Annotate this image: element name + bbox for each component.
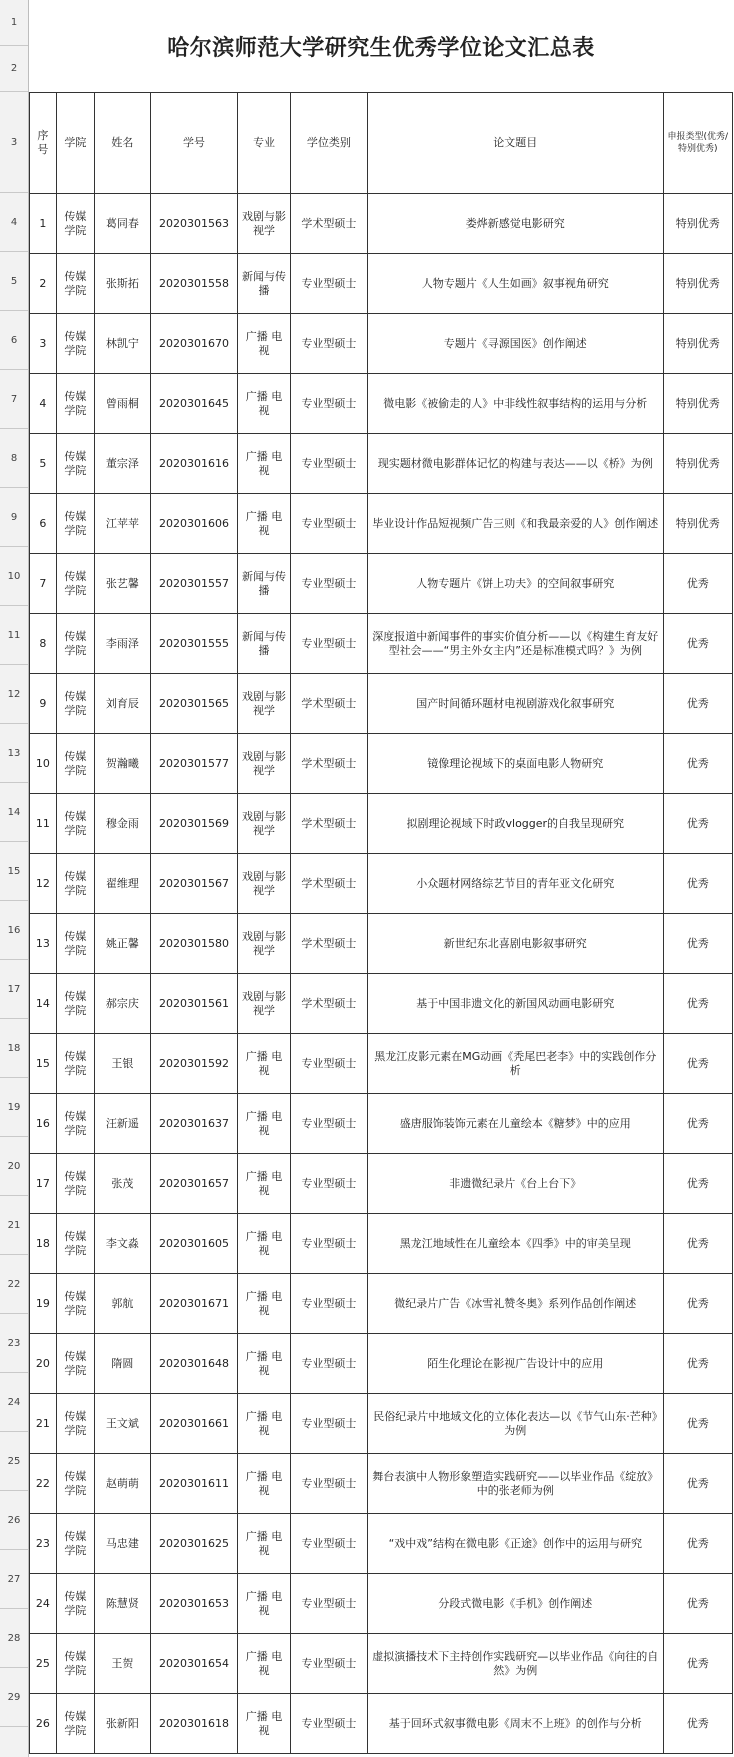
row-number[interactable]: 26 (0, 1491, 28, 1550)
college-cell[interactable]: 传媒学院 (56, 554, 94, 614)
row-number[interactable]: 17 (0, 960, 28, 1019)
major-cell[interactable]: 广播 电视 (238, 1094, 291, 1154)
college-cell[interactable]: 传媒学院 (56, 854, 94, 914)
application-type-cell[interactable]: 特别优秀 (663, 254, 732, 314)
student-id-cell[interactable]: 2020301592 (150, 1034, 237, 1094)
seq-cell[interactable]: 6 (30, 494, 57, 554)
row-number[interactable]: 19 (0, 1078, 28, 1137)
row-number[interactable]: 2 (0, 46, 28, 92)
seq-cell[interactable]: 17 (30, 1154, 57, 1214)
table-row (30, 854, 733, 914)
seq-cell[interactable]: 9 (30, 674, 57, 734)
table-row (30, 1634, 733, 1694)
seq-cell[interactable]: 5 (30, 434, 57, 494)
row-number[interactable]: 4 (0, 193, 28, 252)
seq-cell[interactable]: 21 (30, 1394, 57, 1454)
degree-cell[interactable]: 专业型硕士 (290, 1574, 367, 1634)
row-number[interactable]: 1 (0, 0, 28, 46)
application-type-cell[interactable]: 特别优秀 (663, 374, 732, 434)
name-cell[interactable]: 贺瀚曦 (94, 734, 150, 794)
row-number[interactable]: 5 (0, 252, 28, 311)
table-row (30, 494, 733, 554)
thesis-title-cell[interactable]: 小众题材网络综艺节目的青年亚文化研究 (368, 854, 664, 914)
row-number[interactable]: 24 (0, 1373, 28, 1432)
header-student-id[interactable]: 学号 (150, 93, 237, 194)
student-id-cell[interactable]: 2020301565 (150, 674, 237, 734)
major-cell[interactable]: 广播 电视 (238, 1634, 291, 1694)
student-id-cell[interactable]: 2020301657 (150, 1154, 237, 1214)
application-type-cell[interactable]: 优秀 (663, 734, 732, 794)
degree-cell[interactable]: 学术型硕士 (290, 734, 367, 794)
table-row (30, 374, 733, 434)
college-cell[interactable]: 传媒学院 (56, 1274, 94, 1334)
table-row (30, 314, 733, 374)
table-row (30, 434, 733, 494)
application-type-cell[interactable]: 优秀 (663, 1394, 732, 1454)
application-type-cell[interactable]: 特别优秀 (663, 314, 732, 374)
college-cell[interactable]: 传媒学院 (56, 1094, 94, 1154)
application-type-cell[interactable]: 优秀 (663, 674, 732, 734)
name-cell[interactable]: 赵萌萌 (94, 1454, 150, 1514)
title-cell[interactable] (29, 0, 733, 93)
table-row (30, 1514, 733, 1574)
student-id-cell[interactable]: 2020301637 (150, 1094, 237, 1154)
student-id-cell[interactable]: 2020301618 (150, 1694, 237, 1754)
degree-cell[interactable]: 专业型硕士 (290, 614, 367, 674)
table-row (30, 974, 733, 1034)
major-cell[interactable]: 新闻与传播 (238, 614, 291, 674)
college-cell[interactable]: 传媒学院 (56, 434, 94, 494)
college-cell[interactable]: 传媒学院 (56, 1154, 94, 1214)
name-cell[interactable]: 江苹苹 (94, 494, 150, 554)
college-cell[interactable]: 传媒学院 (56, 1634, 94, 1694)
header-thesis-title[interactable]: 论文题目 (368, 93, 664, 194)
thesis-table (29, 92, 733, 1754)
seq-cell[interactable]: 1 (30, 194, 57, 254)
row-number[interactable]: 8 (0, 429, 28, 488)
application-type-cell[interactable]: 优秀 (663, 1514, 732, 1574)
college-cell[interactable]: 传媒学院 (56, 1034, 94, 1094)
application-type-cell[interactable]: 优秀 (663, 1094, 732, 1154)
table-row (30, 734, 733, 794)
row-number[interactable]: 25 (0, 1432, 28, 1491)
college-cell[interactable]: 传媒学院 (56, 1214, 94, 1274)
name-cell[interactable]: 郭航 (94, 1274, 150, 1334)
degree-cell[interactable]: 学术型硕士 (290, 674, 367, 734)
seq-cell[interactable]: 7 (30, 554, 57, 614)
name-cell[interactable]: 隋圆 (94, 1334, 150, 1394)
major-cell[interactable]: 新闻与传播 (238, 554, 291, 614)
seq-cell[interactable]: 24 (30, 1574, 57, 1634)
header-major[interactable]: 专业 (238, 93, 291, 194)
college-cell[interactable]: 传媒学院 (56, 794, 94, 854)
college-cell[interactable]: 传媒学院 (56, 314, 94, 374)
thesis-title-cell[interactable]: 现实题材微电影群体记忆的构建与表达——以《桥》为例 (368, 434, 664, 494)
name-cell[interactable]: 王贺 (94, 1634, 150, 1694)
college-cell[interactable]: 传媒学院 (56, 674, 94, 734)
row-number[interactable]: 29 (0, 1668, 28, 1727)
thesis-title-cell[interactable]: 盛唐服饰装饰元素在儿童绘本《糖梦》中的应用 (368, 1094, 664, 1154)
degree-cell[interactable]: 专业型硕士 (290, 1334, 367, 1394)
thesis-title-cell[interactable]: 民俗纪录片中地域文化的立体化表达—以《节气山东·芒种》为例 (368, 1394, 664, 1454)
thesis-title-cell[interactable]: 基于中国非遗文化的新国风动画电影研究 (368, 974, 664, 1034)
degree-cell[interactable]: 专业型硕士 (290, 1394, 367, 1454)
degree-cell[interactable]: 学术型硕士 (290, 794, 367, 854)
student-id-cell[interactable]: 2020301648 (150, 1334, 237, 1394)
row-number[interactable]: 10 (0, 547, 28, 606)
application-type-cell[interactable]: 优秀 (663, 554, 732, 614)
row-number[interactable]: 11 (0, 606, 28, 665)
student-id-cell[interactable]: 2020301555 (150, 614, 237, 674)
name-cell[interactable]: 马忠建 (94, 1514, 150, 1574)
row-number[interactable]: 15 (0, 842, 28, 901)
table-row (30, 614, 733, 674)
degree-cell[interactable]: 学术型硕士 (290, 194, 367, 254)
header-name[interactable]: 姓名 (94, 93, 150, 194)
college-cell[interactable]: 传媒学院 (56, 1394, 94, 1454)
degree-cell[interactable]: 学术型硕士 (290, 974, 367, 1034)
college-cell[interactable]: 传媒学院 (56, 494, 94, 554)
college-cell[interactable]: 传媒学院 (56, 374, 94, 434)
row-number[interactable]: 7 (0, 370, 28, 429)
row-number[interactable]: 18 (0, 1019, 28, 1078)
college-cell[interactable]: 传媒学院 (56, 254, 94, 314)
degree-cell[interactable]: 专业型硕士 (290, 554, 367, 614)
application-type-cell[interactable]: 优秀 (663, 1454, 732, 1514)
degree-cell[interactable]: 专业型硕士 (290, 434, 367, 494)
name-cell[interactable]: 翟维理 (94, 854, 150, 914)
thesis-title-cell[interactable]: 非遗微纪录片《台上台下》 (368, 1154, 664, 1214)
application-type-cell[interactable]: 特别优秀 (663, 434, 732, 494)
degree-cell[interactable]: 专业型硕士 (290, 1634, 367, 1694)
thesis-title-cell[interactable]: 微纪录片广告《冰雪礼赞冬奥》系列作品创作阐述 (368, 1274, 664, 1334)
major-cell[interactable]: 广播 电视 (238, 1034, 291, 1094)
name-cell[interactable]: 葛同春 (94, 194, 150, 254)
student-id-cell[interactable]: 2020301661 (150, 1394, 237, 1454)
table-row (30, 1574, 733, 1634)
student-id-cell[interactable]: 2020301625 (150, 1514, 237, 1574)
application-type-cell[interactable]: 优秀 (663, 914, 732, 974)
table-row (30, 1334, 733, 1394)
name-cell[interactable]: 林凯宁 (94, 314, 150, 374)
student-id-cell[interactable]: 2020301557 (150, 554, 237, 614)
seq-cell[interactable]: 13 (30, 914, 57, 974)
thesis-title-cell[interactable]: 陌生化理论在影视广告设计中的应用 (368, 1334, 664, 1394)
thesis-title-cell[interactable]: “戏中戏”结构在微电影《正途》创作中的运用与研究 (368, 1514, 664, 1574)
degree-cell[interactable]: 专业型硕士 (290, 494, 367, 554)
degree-cell[interactable]: 学术型硕士 (290, 854, 367, 914)
row-number[interactable]: 22 (0, 1255, 28, 1314)
major-cell[interactable]: 新闻与传播 (238, 254, 291, 314)
name-cell[interactable]: 郝宗庆 (94, 974, 150, 1034)
application-type-cell[interactable]: 优秀 (663, 854, 732, 914)
header-application-type[interactable]: 申报类型(优秀/特别优秀) (663, 93, 732, 194)
row-number[interactable]: 13 (0, 724, 28, 783)
header-degree[interactable]: 学位类别 (290, 93, 367, 194)
name-cell[interactable]: 李文淼 (94, 1214, 150, 1274)
degree-cell[interactable]: 专业型硕士 (290, 1514, 367, 1574)
college-cell[interactable]: 传媒学院 (56, 1574, 94, 1634)
row-number[interactable]: 9 (0, 488, 28, 547)
degree-cell[interactable]: 学术型硕士 (290, 914, 367, 974)
name-cell[interactable]: 陈慧贤 (94, 1574, 150, 1634)
seq-cell[interactable]: 10 (30, 734, 57, 794)
row-number[interactable]: 21 (0, 1196, 28, 1255)
table-row (30, 1274, 733, 1334)
seq-cell[interactable]: 8 (30, 614, 57, 674)
thesis-title-cell[interactable]: 专题片《寻源国医》创作阐述 (368, 314, 664, 374)
major-cell[interactable]: 广播 电视 (238, 1334, 291, 1394)
major-cell[interactable]: 广播 电视 (238, 314, 291, 374)
thesis-title-cell[interactable]: 镜像理论视域下的桌面电影人物研究 (368, 734, 664, 794)
application-type-cell[interactable]: 优秀 (663, 974, 732, 1034)
seq-cell[interactable]: 11 (30, 794, 57, 854)
thesis-title-cell[interactable]: 黑龙江皮影元素在MG动画《秃尾巴老李》中的实践创作分析 (368, 1034, 664, 1094)
application-type-cell[interactable]: 优秀 (663, 1634, 732, 1694)
application-type-cell[interactable]: 优秀 (663, 1214, 732, 1274)
seq-cell[interactable]: 3 (30, 314, 57, 374)
college-cell[interactable]: 传媒学院 (56, 1694, 94, 1754)
table-row (30, 1214, 733, 1274)
row-number[interactable]: 6 (0, 311, 28, 370)
table-row (30, 1454, 733, 1514)
name-cell[interactable]: 刘育辰 (94, 674, 150, 734)
name-cell[interactable]: 张新阳 (94, 1694, 150, 1754)
name-cell[interactable]: 汪新遥 (94, 1094, 150, 1154)
student-id-cell[interactable]: 2020301577 (150, 734, 237, 794)
row-number[interactable]: 27 (0, 1550, 28, 1609)
seq-cell[interactable]: 12 (30, 854, 57, 914)
degree-cell[interactable]: 专业型硕士 (290, 1154, 367, 1214)
thesis-title-cell[interactable]: 深度报道中新闻事件的事实价值分析——以《构建生育友好型社会——“男主外女主内”还是标准模式吗？》为例 (368, 614, 664, 674)
major-cell[interactable]: 广播 电视 (238, 1694, 291, 1754)
row-number[interactable]: 23 (0, 1314, 28, 1373)
college-cell[interactable]: 传媒学院 (56, 734, 94, 794)
thesis-title-cell[interactable]: 新世纪东北喜剧电影叙事研究 (368, 914, 664, 974)
degree-cell[interactable]: 专业型硕士 (290, 314, 367, 374)
name-cell[interactable]: 王文斌 (94, 1394, 150, 1454)
name-cell[interactable]: 王银 (94, 1034, 150, 1094)
application-type-cell[interactable]: 优秀 (663, 1334, 732, 1394)
table-row (30, 1694, 733, 1754)
degree-cell[interactable]: 专业型硕士 (290, 374, 367, 434)
seq-cell[interactable]: 2 (30, 254, 57, 314)
row-number[interactable]: 16 (0, 901, 28, 960)
thesis-title-cell[interactable]: 黑龙江地域性在儿童绘本《四季》中的审美呈现 (368, 1214, 664, 1274)
thesis-title-cell[interactable]: 分段式微电影《手机》创作阐述 (368, 1574, 664, 1634)
name-cell[interactable]: 张茂 (94, 1154, 150, 1214)
application-type-cell[interactable]: 特别优秀 (663, 194, 732, 254)
major-cell[interactable]: 广播 电视 (238, 1394, 291, 1454)
student-id-cell[interactable]: 2020301616 (150, 434, 237, 494)
seq-cell[interactable]: 14 (30, 974, 57, 1034)
degree-cell[interactable]: 专业型硕士 (290, 254, 367, 314)
college-cell[interactable]: 传媒学院 (56, 614, 94, 674)
major-cell[interactable]: 广播 电视 (238, 374, 291, 434)
name-cell[interactable]: 张艺馨 (94, 554, 150, 614)
seq-cell[interactable]: 26 (30, 1694, 57, 1754)
college-cell[interactable]: 传媒学院 (56, 914, 94, 974)
major-cell[interactable]: 广播 电视 (238, 1574, 291, 1634)
table-row (30, 254, 733, 314)
student-id-cell[interactable]: 2020301567 (150, 854, 237, 914)
degree-cell[interactable]: 专业型硕士 (290, 1694, 367, 1754)
student-id-cell[interactable]: 2020301569 (150, 794, 237, 854)
college-cell[interactable]: 传媒学院 (56, 194, 94, 254)
thesis-title-cell[interactable]: 舞台表演中人物形象塑造实践研究——以毕业作品《绽放》中的张老师为例 (368, 1454, 664, 1514)
thesis-title-cell[interactable]: 人物专题片《人生如画》叙事视角研究 (368, 254, 664, 314)
thesis-title-cell[interactable]: 娄烨新感觉电影研究 (368, 194, 664, 254)
major-cell[interactable]: 广播 电视 (238, 1454, 291, 1514)
college-cell[interactable]: 传媒学院 (56, 1334, 94, 1394)
thesis-title-cell[interactable]: 虚拟演播技术下主持创作实践研究—以毕业作品《向往的自然》为例 (368, 1634, 664, 1694)
application-type-cell[interactable]: 优秀 (663, 1574, 732, 1634)
seq-cell[interactable]: 4 (30, 374, 57, 434)
seq-cell[interactable]: 22 (30, 1454, 57, 1514)
application-type-cell[interactable]: 优秀 (663, 614, 732, 674)
major-cell[interactable]: 戏剧与影视学 (238, 794, 291, 854)
student-id-cell[interactable]: 2020301561 (150, 974, 237, 1034)
row-number[interactable]: 14 (0, 783, 28, 842)
row-number-column (0, 0, 29, 1757)
application-type-cell[interactable]: 优秀 (663, 1154, 732, 1214)
seq-cell[interactable]: 19 (30, 1274, 57, 1334)
header-seq[interactable]: 序号 (30, 93, 57, 194)
major-cell[interactable]: 戏剧与影视学 (238, 674, 291, 734)
major-cell[interactable]: 戏剧与影视学 (238, 734, 291, 794)
major-cell[interactable]: 广播 电视 (238, 434, 291, 494)
seq-cell[interactable]: 15 (30, 1034, 57, 1094)
major-cell[interactable]: 戏剧与影视学 (238, 914, 291, 974)
student-id-cell[interactable]: 2020301671 (150, 1274, 237, 1334)
student-id-cell[interactable]: 2020301645 (150, 374, 237, 434)
name-cell[interactable]: 曾雨桐 (94, 374, 150, 434)
major-cell[interactable]: 广播 电视 (238, 1214, 291, 1274)
table-row (30, 1094, 733, 1154)
table-row (30, 1154, 733, 1214)
major-cell[interactable]: 广播 电视 (238, 1154, 291, 1214)
document-title: 哈尔滨师范大学研究生优秀学位论文汇总表 (167, 35, 595, 61)
application-type-cell[interactable]: 优秀 (663, 1274, 732, 1334)
name-cell[interactable]: 董宗泽 (94, 434, 150, 494)
major-cell[interactable]: 戏剧与影视学 (238, 194, 291, 254)
table-row (30, 194, 733, 254)
table-row (30, 554, 733, 614)
student-id-cell[interactable]: 2020301654 (150, 1634, 237, 1694)
application-type-cell[interactable]: 优秀 (663, 1694, 732, 1754)
name-cell[interactable]: 穆金雨 (94, 794, 150, 854)
seq-cell[interactable]: 18 (30, 1214, 57, 1274)
seq-cell[interactable]: 23 (30, 1514, 57, 1574)
college-cell[interactable]: 传媒学院 (56, 1514, 94, 1574)
table-row (30, 794, 733, 854)
name-cell[interactable]: 李雨泽 (94, 614, 150, 674)
name-cell[interactable]: 姚正馨 (94, 914, 150, 974)
row-number[interactable]: 20 (0, 1137, 28, 1196)
student-id-cell[interactable]: 2020301558 (150, 254, 237, 314)
seq-cell[interactable]: 16 (30, 1094, 57, 1154)
student-id-cell[interactable]: 2020301563 (150, 194, 237, 254)
name-cell[interactable]: 张斯拓 (94, 254, 150, 314)
major-cell[interactable]: 广播 电视 (238, 1274, 291, 1334)
degree-cell[interactable]: 专业型硕士 (290, 1274, 367, 1334)
student-id-cell[interactable]: 2020301670 (150, 314, 237, 374)
student-id-cell[interactable]: 2020301580 (150, 914, 237, 974)
thesis-title-cell[interactable]: 基于回环式叙事微电影《周末不上班》的创作与分析 (368, 1694, 664, 1754)
student-id-cell[interactable]: 2020301611 (150, 1454, 237, 1514)
seq-cell[interactable]: 25 (30, 1634, 57, 1694)
student-id-cell[interactable]: 2020301653 (150, 1574, 237, 1634)
college-cell[interactable]: 传媒学院 (56, 1454, 94, 1514)
degree-cell[interactable]: 专业型硕士 (290, 1094, 367, 1154)
student-id-cell[interactable]: 2020301605 (150, 1214, 237, 1274)
degree-cell[interactable]: 专业型硕士 (290, 1454, 367, 1514)
degree-cell[interactable]: 专业型硕士 (290, 1214, 367, 1274)
thesis-title-cell[interactable]: 毕业设计作品短视频广告三则《和我最亲爱的人》创作阐述 (368, 494, 664, 554)
student-id-cell[interactable]: 2020301606 (150, 494, 237, 554)
college-cell[interactable]: 传媒学院 (56, 974, 94, 1034)
major-cell[interactable]: 戏剧与影视学 (238, 854, 291, 914)
thesis-title-cell[interactable]: 微电影《被偷走的人》中非线性叙事结构的运用与分析 (368, 374, 664, 434)
table-row (30, 914, 733, 974)
thesis-title-cell[interactable]: 国产时间循环题材电视剧游戏化叙事研究 (368, 674, 664, 734)
row-number[interactable]: 28 (0, 1609, 28, 1668)
major-cell[interactable]: 广播 电视 (238, 1514, 291, 1574)
application-type-cell[interactable]: 优秀 (663, 1034, 732, 1094)
application-type-cell[interactable]: 优秀 (663, 794, 732, 854)
row-number[interactable]: 3 (0, 92, 28, 193)
table-row (30, 1034, 733, 1094)
major-cell[interactable]: 广播 电视 (238, 494, 291, 554)
table-row (30, 1394, 733, 1454)
thesis-title-cell[interactable]: 人物专题片《饼上功夫》的空间叙事研究 (368, 554, 664, 614)
header-college[interactable]: 学院 (56, 93, 94, 194)
major-cell[interactable]: 戏剧与影视学 (238, 974, 291, 1034)
application-type-cell[interactable]: 特别优秀 (663, 494, 732, 554)
degree-cell[interactable]: 专业型硕士 (290, 1034, 367, 1094)
row-number[interactable]: 12 (0, 665, 28, 724)
header-row (30, 93, 733, 194)
table-row (30, 674, 733, 734)
thesis-title-cell[interactable]: 拟剧理论视域下时政vlogger的自我呈现研究 (368, 794, 664, 854)
seq-cell[interactable]: 20 (30, 1334, 57, 1394)
